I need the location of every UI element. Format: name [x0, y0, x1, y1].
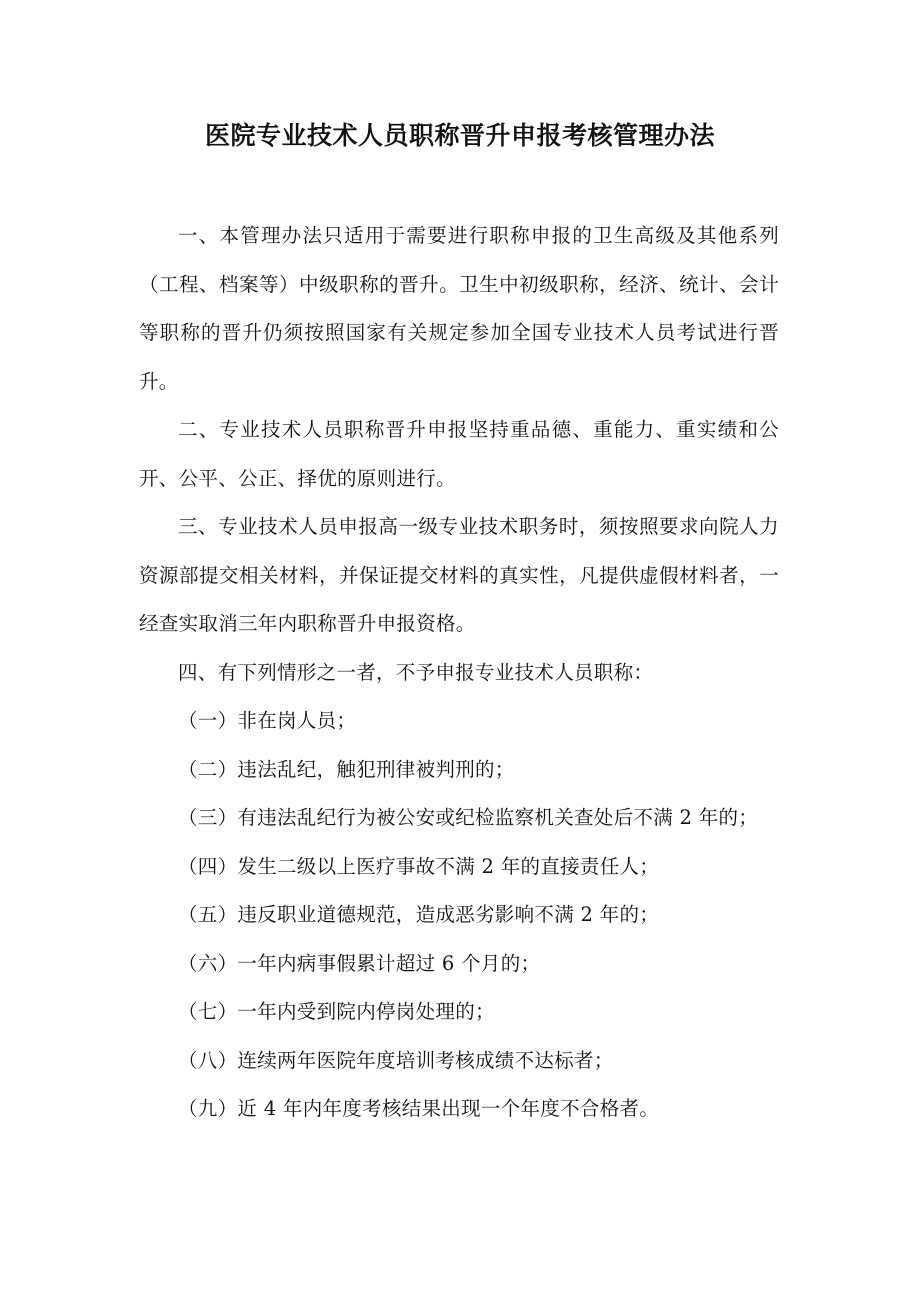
paragraph-2: 二、专业技术人员职称晋升申报坚持重品德、重能力、重实绩和公开、公平、公正、择优的原则进行。 — [139, 418, 779, 490]
document-title: 医院专业技术人员职称晋升申报考核管理办法 — [204, 121, 715, 150]
document-body — [139, 212, 779, 1134]
list-item: （七）一年内受到院内停岗处理的； — [178, 1000, 495, 1023]
paragraph-1: 一、本管理办法只适用于需要进行职称申报的卫生高级及其他系列（工程、档案等）中级职称的晋升。卫生中初级职称，经济、统计、会计等职称的晋升仍须按照国家有关规定参加全国专业技术人员考试进行晋升。 — [139, 224, 779, 393]
list-item: （九）近 4 年内年度考核结果出现一个年度不合格者。 — [178, 1097, 660, 1120]
list-item: （一）非在岗人员； — [178, 709, 357, 732]
paragraph-3: 三、专业技术人员申报高一级专业技术职务时，须按照要求向院人力资源部提交相关材料，并保证提交材料的真实性，凡提供虚假材料者，一经查实取消三年内职称晋升申报资格。 — [139, 515, 779, 635]
list-item: （八）连续两年医院年度培训考核成绩不达标者； — [178, 1048, 614, 1072]
paragraph-4: 四、有下列情形之一者，不予申报专业技术人员职称： — [178, 660, 654, 684]
list-item: （四）发生二级以上医疗事故不满 2 年的直接责任人； — [178, 854, 660, 878]
list-item: （六）一年内病事假累计超过 6 个月的； — [178, 951, 541, 975]
list-item: （五）违反职业道德规范，造成恶劣影响不满 2 年的； — [178, 903, 660, 926]
list-item: （三）有违法乱纪行为被公安或纪检监察机关查处后不满 2 年的； — [178, 806, 759, 829]
list-item: （二）违法乱纪，触犯刑律被判刑的； — [178, 757, 515, 781]
